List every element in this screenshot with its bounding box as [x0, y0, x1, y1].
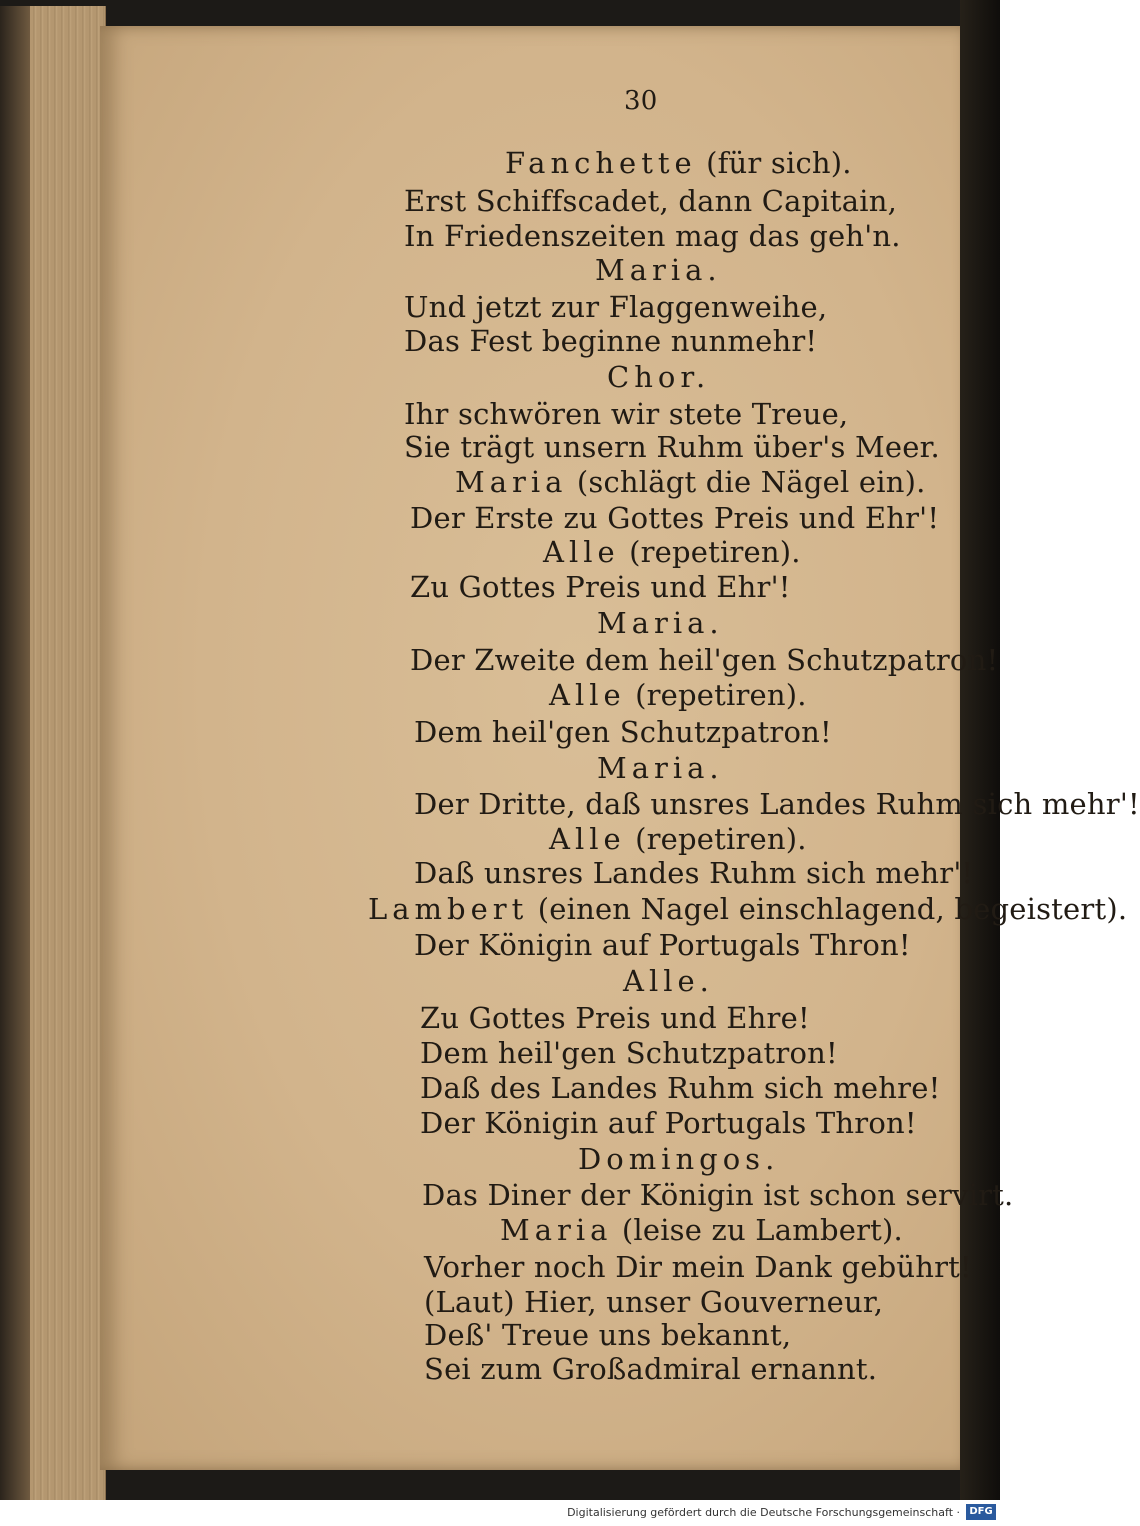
speaker-line: [549, 678, 807, 712]
speaker-line: [368, 892, 1127, 926]
speaker-line: [543, 535, 801, 569]
stage-direction: (einen Nagel einschlagend, begeistert).: [537, 892, 1128, 926]
stage-direction: (leise zu Lambert).: [621, 1213, 903, 1247]
page-number: 30: [624, 86, 658, 116]
verse-line: Ihr schwören wir stete Treue,: [404, 397, 849, 431]
stage-direction: (für sich).: [706, 146, 852, 180]
verse-line: Dem heil'gen Schutzpatron!: [414, 715, 832, 749]
verse-line: Zu Gottes Preis und Ehre!: [420, 1001, 810, 1035]
speaker-name: Fanchette: [505, 146, 697, 180]
speaker-name: Maria.: [597, 751, 724, 785]
speaker-name: Maria.: [597, 606, 724, 640]
verse-line: (Laut) Hier, unser Gouverneur,: [424, 1285, 884, 1319]
speaker-name: Alle: [549, 822, 626, 856]
speaker-name: Chor.: [607, 360, 711, 394]
verse-line: Daß unsres Landes Ruhm sich mehr'!: [414, 856, 974, 890]
verse-line: Dem heil'gen Schutzpatron!: [420, 1036, 838, 1070]
speaker-line: [455, 465, 926, 499]
verse-line: Der Königin auf Portugals Thron!: [414, 928, 911, 962]
speaker-name: Maria: [500, 1213, 613, 1247]
speaker-line: [505, 146, 852, 180]
funding-credit: Digitalisierung gefördert durch die Deutsche Forschungsgemeinschaft ·: [567, 1506, 960, 1519]
verse-line: Der Erste zu Gottes Preis und Ehr'!: [410, 501, 940, 535]
dfg-logo: DFG: [966, 1504, 996, 1520]
speaker-line: [500, 1213, 903, 1247]
speaker-name: Alle: [543, 535, 620, 569]
verse-line: Der Königin auf Portugals Thron!: [420, 1106, 917, 1140]
verse-line: Sei zum Großadmiral ernannt.: [424, 1352, 878, 1386]
verse-line: Zu Gottes Preis und Ehr'!: [410, 570, 791, 604]
verse-line: Das Diner der Königin ist schon servirt.: [422, 1178, 1014, 1212]
stage-direction: (repetiren).: [635, 678, 807, 712]
stage-direction: (repetiren).: [635, 822, 807, 856]
verse-line: Sie trägt unsern Ruhm über's Meer.: [404, 430, 940, 464]
verse-line: In Friedenszeiten mag das geh'n.: [404, 219, 901, 253]
speaker-line: [549, 822, 807, 856]
verse-line: Vorher noch Dir mein Dank gebührt!: [424, 1250, 972, 1284]
verse-line: Erst Schiffscadet, dann Capitain,: [404, 184, 898, 218]
speaker-name: Maria: [455, 465, 568, 499]
speaker-name: Alle: [549, 678, 626, 712]
speaker-name: Domingos.: [578, 1142, 780, 1176]
verse-line: Der Dritte, daß unsres Landes Ruhm sich mehr'!: [414, 787, 1140, 821]
verse-line: Und jetzt zur Flaggenweihe,: [404, 290, 828, 324]
digitization-footer: [0, 1500, 1000, 1526]
verse-line: Das Fest beginne nunmehr!: [404, 324, 818, 358]
speaker-name: Lambert: [368, 892, 529, 926]
stage-direction: (schlägt die Nägel ein).: [576, 465, 926, 499]
verse-line: Daß des Landes Ruhm sich mehre!: [420, 1071, 941, 1105]
stage-direction: (repetiren).: [629, 535, 801, 569]
speaker-name: Alle.: [623, 964, 714, 998]
speaker-name: Maria.: [595, 253, 722, 287]
verse-line: Der Zweite dem heil'gen Schutzpatron!: [410, 643, 999, 677]
verse-line: Deß' Treue uns bekannt,: [424, 1318, 792, 1352]
